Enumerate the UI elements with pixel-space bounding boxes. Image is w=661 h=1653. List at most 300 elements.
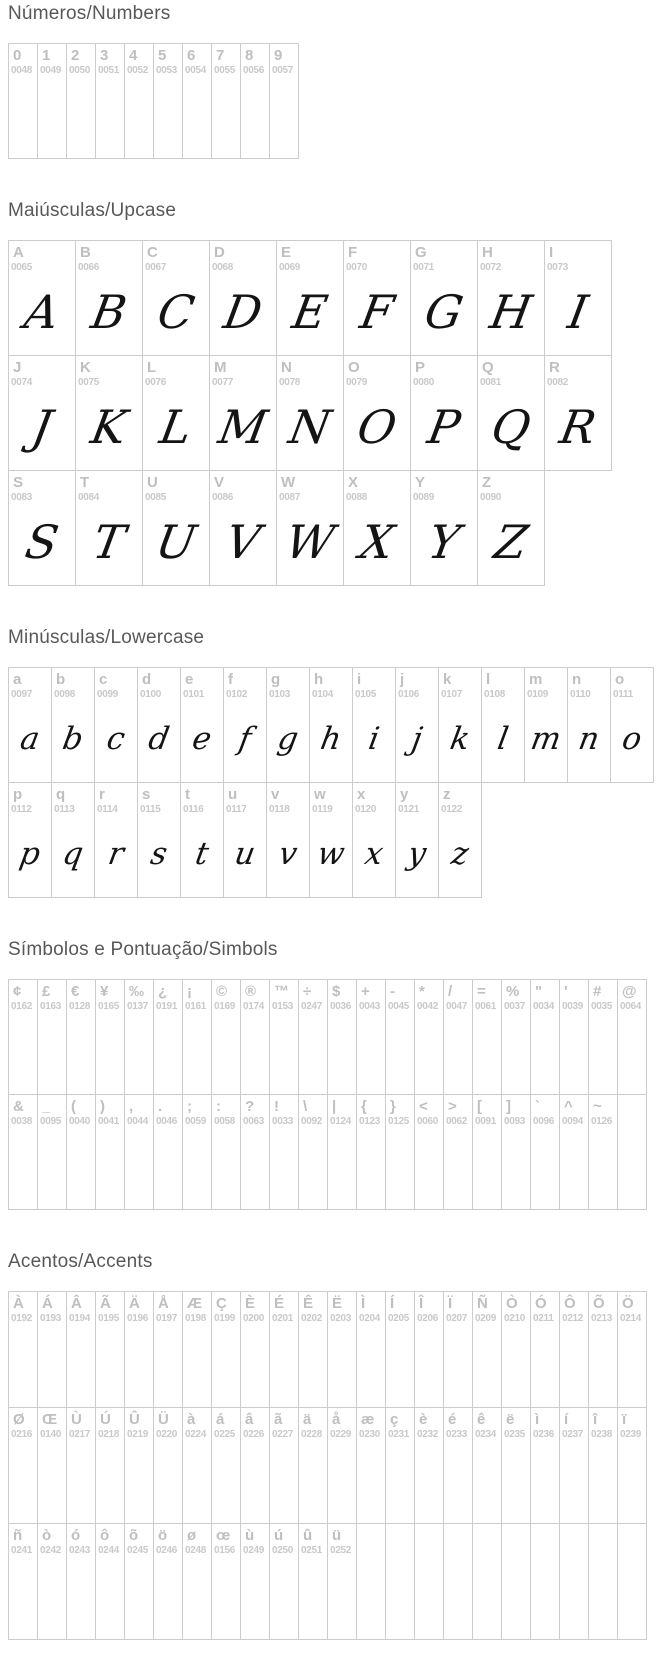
char-label: E: [281, 244, 292, 261]
char-glyph: W: [281, 515, 339, 569]
char-glyph: k: [447, 721, 473, 757]
char-label: ": [535, 983, 543, 1000]
char-cell: [95, 43, 125, 159]
char-cell: [75, 355, 143, 471]
char-code: 0248: [185, 1545, 207, 1556]
section-symbols: [8, 938, 661, 1210]
char-cell: [414, 1094, 444, 1210]
char-cell: [559, 1094, 589, 1210]
char-code: 0082: [547, 377, 569, 388]
char-cell: [269, 979, 299, 1095]
char-glyph: n: [575, 721, 603, 757]
char-label: ÷: [303, 983, 312, 1000]
char-cell: [94, 782, 138, 898]
char-cell: [617, 1291, 647, 1408]
char-code: 0115: [140, 804, 161, 815]
char-table: [8, 1291, 661, 1640]
char-code: 0228: [301, 1429, 323, 1440]
char-cell: [209, 470, 277, 586]
char-code: 0224: [185, 1429, 207, 1440]
char-cell: [75, 240, 143, 356]
char-label: ê: [477, 1411, 486, 1428]
char-glyph: T: [88, 515, 130, 569]
char-cell: [124, 1523, 154, 1640]
char-row: [8, 1523, 661, 1640]
char-code: 0093: [504, 1116, 526, 1127]
char-code: 0219: [127, 1429, 149, 1440]
char-cell: [209, 240, 277, 356]
char-code: 0081: [480, 377, 502, 388]
char-label: Ç: [216, 1295, 227, 1312]
char-code: 0050: [69, 65, 91, 76]
char-label: ì: [535, 1411, 540, 1428]
char-label: æ: [361, 1411, 375, 1428]
char-cell: [37, 1291, 67, 1408]
char-cell: [66, 979, 96, 1095]
char-label: É: [274, 1295, 285, 1312]
char-label: Ó: [535, 1295, 547, 1312]
char-label: C: [147, 244, 158, 261]
char-cell: [343, 470, 411, 586]
char-code: 0064: [620, 1001, 642, 1012]
char-row: [8, 43, 661, 159]
char-code: 0239: [620, 1429, 642, 1440]
char-glyph: V: [221, 515, 265, 569]
char-code: 0087: [279, 492, 301, 503]
char-label: U: [147, 474, 158, 491]
char-cell: [276, 355, 344, 471]
char-code: 0080: [413, 377, 435, 388]
char-cell: [481, 667, 525, 783]
char-cell: [211, 1407, 241, 1524]
char-cell: [472, 979, 502, 1095]
char-glyph: c: [104, 721, 128, 757]
char-cell: [66, 1291, 96, 1408]
char-cell: [410, 240, 478, 356]
char-cell: [269, 1291, 299, 1408]
char-glyph: E: [288, 285, 332, 339]
char-label: 2: [71, 47, 80, 64]
char-glyph: K: [87, 400, 131, 454]
char-code: 0092: [301, 1116, 323, 1127]
char-code: 0163: [40, 1001, 62, 1012]
char-cell: [211, 43, 241, 159]
char-code: 0049: [40, 65, 62, 76]
char-code: 0111: [613, 689, 633, 700]
section-title: Acentos/Accents: [8, 1251, 153, 1272]
char-label: (: [71, 1098, 76, 1115]
char-code: 0109: [527, 689, 549, 700]
char-code: 0234: [475, 1429, 497, 1440]
char-code: 0045: [388, 1001, 410, 1012]
section-title: Números/Numbers: [8, 3, 171, 24]
char-cell: [269, 1094, 299, 1210]
char-label: s: [142, 786, 151, 803]
char-cell: [356, 1523, 386, 1640]
char-cell: [501, 1094, 531, 1210]
char-cell: [298, 1291, 328, 1408]
char-label: è: [419, 1411, 428, 1428]
char-glyph: [611, 1127, 653, 1205]
char-table: [8, 240, 661, 586]
char-cell: [501, 1523, 531, 1640]
char-code: 0074: [11, 377, 33, 388]
char-row: [8, 667, 661, 783]
char-label: #: [593, 983, 602, 1000]
char-cell: [530, 979, 560, 1095]
char-label: p: [13, 786, 23, 803]
char-label: Í: [390, 1295, 395, 1312]
char-glyph: l: [494, 721, 512, 757]
char-code: 0235: [504, 1429, 526, 1440]
char-code: 0072: [480, 262, 502, 273]
char-label: à: [187, 1411, 196, 1428]
char-label: d: [142, 671, 152, 688]
char-cell: [153, 1523, 183, 1640]
char-code: 0196: [127, 1313, 149, 1324]
char-cell: [142, 240, 210, 356]
char-glyph: Y: [424, 515, 464, 569]
char-label: ~: [593, 1098, 602, 1115]
char-glyph: y: [405, 836, 429, 872]
char-row: [8, 240, 661, 356]
char-label: 3: [100, 47, 109, 64]
char-cell: [438, 782, 482, 898]
char-glyph: H: [486, 285, 536, 339]
char-cell: [37, 1407, 67, 1524]
char-code: 0247: [301, 1001, 323, 1012]
char-label: ç: [390, 1411, 399, 1428]
char-cell: [410, 470, 478, 586]
char-cell: [8, 1523, 38, 1640]
char-code: 0245: [127, 1545, 149, 1556]
char-code: 0100: [140, 689, 162, 700]
char-glyph: B: [87, 285, 131, 339]
char-code: 0086: [212, 492, 234, 503]
font-character-map: [8, 2, 661, 1640]
char-code: 0161: [185, 1001, 207, 1012]
char-glyph: U: [151, 515, 201, 569]
char-glyph: i: [365, 721, 383, 757]
char-label: ü: [332, 1527, 342, 1544]
char-glyph: q: [59, 836, 87, 872]
char-cell: [8, 43, 38, 159]
char-code: 0052: [127, 65, 149, 76]
char-cell: [269, 1523, 299, 1640]
char-code: 0249: [243, 1545, 265, 1556]
char-label: ò: [42, 1527, 52, 1544]
char-code: 0048: [11, 65, 33, 76]
char-glyph: N: [285, 400, 335, 454]
char-cell: [180, 667, 224, 783]
char-code: 0039: [562, 1001, 584, 1012]
char-code: 0217: [69, 1429, 91, 1440]
char-label: K: [80, 359, 91, 376]
char-label: ¡: [187, 983, 192, 1000]
char-label: =: [477, 983, 486, 1000]
char-label: r: [99, 786, 105, 803]
char-label: l: [486, 671, 491, 688]
char-glyph: Q: [487, 400, 535, 454]
char-code: 0078: [279, 377, 301, 388]
char-cell: [276, 240, 344, 356]
char-code: 0231: [388, 1429, 410, 1440]
char-cell: [240, 43, 270, 159]
char-cell: [182, 1523, 212, 1640]
char-code: 0203: [330, 1313, 352, 1324]
char-code: 0055: [214, 65, 236, 76]
char-row: [8, 470, 661, 586]
char-glyph: z: [448, 836, 472, 872]
char-cell: [477, 240, 545, 356]
char-glyph: h: [317, 721, 345, 757]
char-label: Å: [158, 1295, 169, 1312]
char-glyph: u: [231, 836, 259, 872]
char-code: 0113: [54, 804, 75, 815]
char-label: g: [271, 671, 281, 688]
char-label: o: [615, 671, 625, 688]
char-code: 0089: [413, 492, 435, 503]
char-cell: [51, 782, 95, 898]
char-cell: [443, 1291, 473, 1408]
char-label: Õ: [593, 1295, 605, 1312]
char-label: ™: [274, 983, 289, 1000]
char-label: v: [271, 786, 280, 803]
char-glyph: R: [555, 400, 601, 454]
char-glyph: g: [274, 721, 302, 757]
char-glyph: t: [192, 836, 212, 872]
char-label: S: [13, 474, 24, 491]
char-cell: [37, 43, 67, 159]
char-label: B: [80, 244, 91, 261]
char-code: 0077: [212, 377, 234, 388]
char-label: |: [332, 1098, 337, 1115]
char-cell: [51, 667, 95, 783]
char-code: 0104: [312, 689, 334, 700]
char-label: Ü: [158, 1411, 169, 1428]
char-cell: [414, 979, 444, 1095]
char-cell: [240, 1094, 270, 1210]
char-glyph: w: [314, 836, 348, 872]
char-cell: [37, 1523, 67, 1640]
char-label: ‰: [129, 983, 144, 1000]
char-code: 0233: [446, 1429, 468, 1440]
char-label: b: [56, 671, 66, 688]
char-glyph: [611, 1012, 653, 1090]
char-label: M: [214, 359, 227, 376]
char-cell: [142, 355, 210, 471]
char-code: 0057: [272, 65, 294, 76]
char-glyph: v: [276, 836, 300, 872]
char-cell: [443, 1523, 473, 1640]
char-code: 0192: [11, 1313, 33, 1324]
section-numbers: [8, 2, 661, 159]
char-code: 0191: [156, 1001, 178, 1012]
char-glyph: P: [423, 400, 465, 454]
char-cell: [352, 782, 396, 898]
char-label: é: [448, 1411, 457, 1428]
char-label: F: [348, 244, 358, 261]
char-table: [8, 667, 661, 898]
section-lowercase: [8, 626, 661, 898]
char-label: _: [42, 1098, 51, 1115]
char-code: 0035: [591, 1001, 613, 1012]
char-glyph: X: [355, 515, 399, 569]
char-label: 0: [13, 47, 22, 64]
char-code: 0066: [78, 262, 100, 273]
char-table: [8, 979, 661, 1210]
char-code: 0097: [11, 689, 33, 700]
char-cell: [153, 1407, 183, 1524]
char-cell: [124, 43, 154, 159]
char-glyph: p: [16, 836, 44, 872]
char-code: 0211: [533, 1313, 554, 1324]
char-cell: [327, 1523, 357, 1640]
char-label: W: [281, 474, 296, 491]
char-code: 0137: [127, 1001, 149, 1012]
char-cell: [309, 782, 353, 898]
char-cell: [124, 1094, 154, 1210]
char-cell: [443, 1407, 473, 1524]
char-label: t: [185, 786, 190, 803]
char-cell: [385, 1291, 415, 1408]
char-cell: [395, 667, 439, 783]
char-cell: [352, 667, 396, 783]
char-code: 0054: [185, 65, 207, 76]
char-label: ¥: [100, 983, 109, 1000]
char-label: $: [332, 983, 341, 1000]
char-glyph: d: [145, 721, 173, 757]
char-code: 0079: [346, 377, 368, 388]
section-uppercase: [8, 199, 661, 586]
char-row: [8, 1094, 661, 1210]
char-label: å: [332, 1411, 341, 1428]
char-glyph: I: [564, 285, 592, 339]
char-code: 0103: [269, 689, 291, 700]
char-label: -: [390, 983, 395, 1000]
char-label: ,: [129, 1098, 134, 1115]
char-cell: [95, 1094, 125, 1210]
char-label: ö: [158, 1527, 168, 1544]
char-code: 0068: [212, 262, 234, 273]
char-code: 0230: [359, 1429, 381, 1440]
char-cell: [211, 1291, 241, 1408]
char-cell: [209, 355, 277, 471]
char-code: 0214: [620, 1313, 642, 1324]
char-cell: [414, 1407, 444, 1524]
char-code: 0070: [346, 262, 368, 273]
char-glyph: Z: [490, 515, 532, 569]
char-cell: [66, 1094, 96, 1210]
char-row: [8, 979, 661, 1095]
char-row: [8, 355, 661, 471]
char-label: x: [357, 786, 366, 803]
char-code: 0251: [301, 1545, 323, 1556]
char-label: ó: [71, 1527, 81, 1544]
char-code: 0058: [214, 1116, 236, 1127]
char-cell: [95, 1291, 125, 1408]
char-cell: [530, 1291, 560, 1408]
char-label: z: [443, 786, 451, 803]
char-code: 0241: [11, 1545, 33, 1556]
char-label: Ô: [564, 1295, 576, 1312]
char-cell: [524, 667, 568, 783]
char-label: Â: [71, 1295, 82, 1312]
char-glyph: e: [189, 721, 215, 757]
char-code: 0099: [97, 689, 119, 700]
char-cell: [530, 1094, 560, 1210]
char-cell: [617, 979, 647, 1095]
char-label: Ù: [71, 1411, 82, 1428]
char-glyph: G: [420, 285, 468, 339]
char-glyph: m: [528, 721, 564, 757]
char-cell: [477, 470, 545, 586]
char-label: ¢: [13, 983, 22, 1000]
char-code: 0102: [226, 689, 248, 700]
char-cell: [443, 979, 473, 1095]
char-code: 0197: [156, 1313, 178, 1324]
char-label: [: [477, 1098, 482, 1115]
char-glyph: f: [236, 721, 254, 757]
char-glyph: [611, 1324, 653, 1403]
char-code: 0094: [562, 1116, 584, 1127]
char-cell: [356, 1094, 386, 1210]
char-cell: [356, 979, 386, 1095]
char-code: 0037: [504, 1001, 526, 1012]
char-cell: [269, 43, 299, 159]
char-glyph: [611, 1440, 653, 1519]
char-label: D: [214, 244, 225, 261]
char-label: Ò: [506, 1295, 518, 1312]
char-label: 7: [216, 47, 225, 64]
char-cell: [153, 43, 183, 159]
char-cell: [66, 1523, 96, 1640]
char-code: 0199: [214, 1313, 236, 1324]
char-code: 0106: [398, 689, 420, 700]
char-code: 0226: [243, 1429, 265, 1440]
char-cell: [124, 979, 154, 1095]
char-cell: [414, 1523, 444, 1640]
char-cell: [75, 470, 143, 586]
char-glyph: L: [155, 400, 197, 454]
char-glyph: F: [356, 285, 398, 339]
char-code: 0213: [591, 1313, 613, 1324]
char-code: 0051: [98, 65, 120, 76]
char-cell: [530, 1407, 560, 1524]
char-cell: [95, 1523, 125, 1640]
char-code: 0091: [475, 1116, 497, 1127]
char-label: û: [303, 1527, 313, 1544]
char-label: ^: [564, 1098, 573, 1115]
char-code: 0126: [591, 1116, 613, 1127]
char-label: œ: [216, 1527, 231, 1544]
char-code: 0061: [475, 1001, 497, 1012]
char-code: 0041: [98, 1116, 120, 1127]
char-cell: [610, 667, 654, 783]
char-glyph: r: [105, 836, 127, 872]
char-cell: [266, 667, 310, 783]
char-code: 0193: [40, 1313, 62, 1324]
char-label: G: [415, 244, 427, 261]
char-label: <: [419, 1098, 428, 1115]
char-cell: [327, 1094, 357, 1210]
char-code: 0114: [97, 804, 118, 815]
char-code: 0156: [214, 1545, 236, 1556]
char-code: 0065: [11, 262, 33, 273]
char-code: 0098: [54, 689, 76, 700]
char-label: Ì: [361, 1295, 366, 1312]
char-label: V: [214, 474, 225, 491]
